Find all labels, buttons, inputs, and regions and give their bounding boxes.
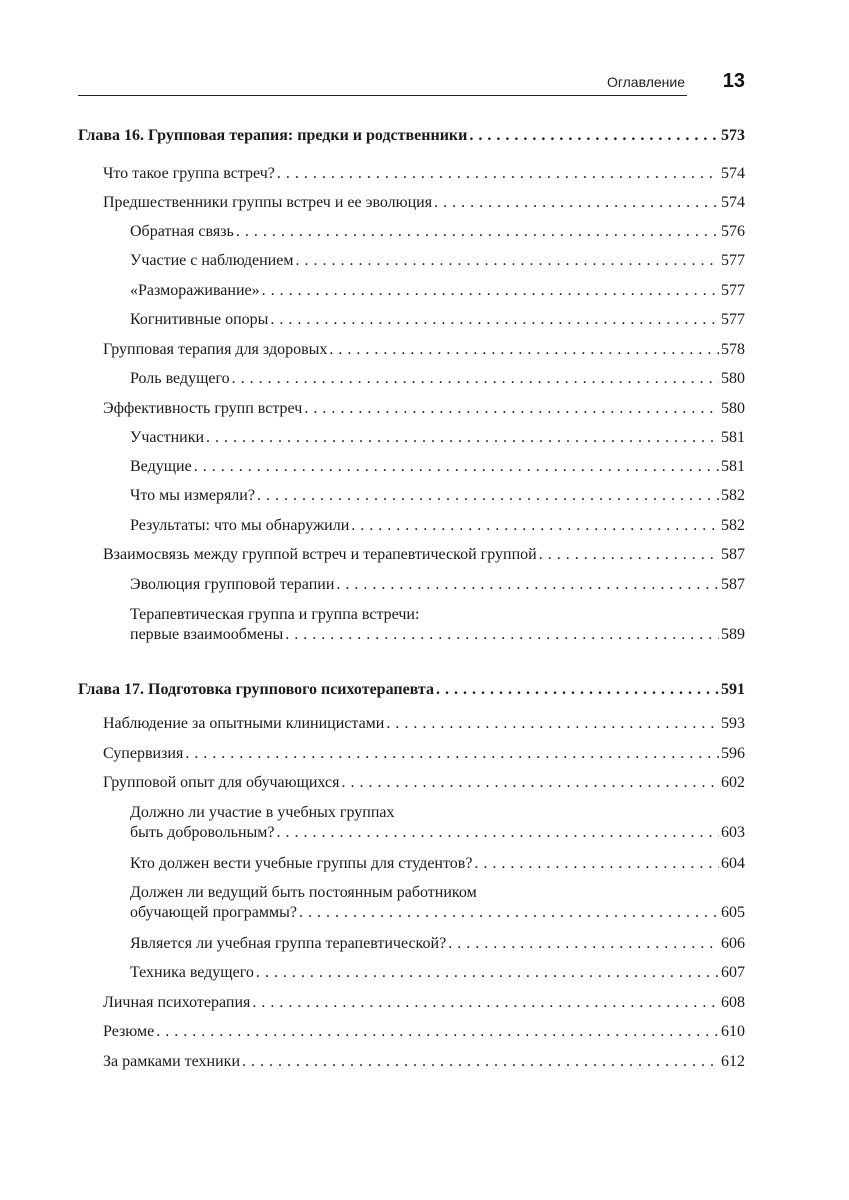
leader-dots [257, 486, 719, 506]
toc-page: 577 [721, 282, 745, 299]
leader-dots [341, 773, 719, 793]
toc-title: «Размораживание» [130, 282, 260, 299]
leader-dots [436, 680, 719, 700]
toc-page: 603 [721, 824, 745, 841]
toc-page: 582 [721, 487, 745, 504]
toc-title: Супервизия [103, 745, 184, 762]
toc-title: первые взаимообмены [130, 626, 284, 643]
toc-page: 593 [721, 715, 745, 732]
toc-page: 582 [721, 517, 745, 534]
toc-page: 610 [721, 1023, 745, 1040]
toc-subentry[interactable] [130, 457, 745, 477]
leader-dots [256, 963, 719, 983]
toc-entry[interactable] [103, 340, 745, 360]
toc-title: Является ли учебная группа терапевтической? [130, 935, 447, 952]
toc-title: Глава 17. Подготовка группового психотерапевта [78, 681, 434, 698]
toc-page: 580 [721, 370, 745, 387]
toc-subentry[interactable] [130, 251, 745, 271]
toc-chapter-17[interactable] [78, 680, 745, 700]
toc-page: 608 [721, 994, 745, 1011]
leader-dots [236, 222, 719, 242]
toc-title: Предшественники группы встреч и ее эволюция [103, 194, 433, 211]
toc-entry[interactable] [103, 714, 745, 734]
toc-title: Что такое группа встреч? [103, 165, 275, 182]
toc-title: Глава 16. Групповая терапия: предки и родственники [78, 127, 468, 144]
toc-title: Что мы измеряли? [130, 487, 255, 504]
toc-entry[interactable] [103, 193, 745, 213]
toc-entry[interactable] [103, 1022, 745, 1042]
leader-dots [386, 714, 719, 734]
toc-page: 604 [721, 855, 745, 872]
running-title: Оглавление [606, 74, 685, 90]
toc-subentry[interactable] [130, 934, 745, 954]
toc-subentry[interactable] [130, 575, 745, 595]
toc-subentry[interactable] [130, 310, 745, 330]
toc-page: 581 [721, 429, 745, 446]
toc-subentry[interactable] [130, 428, 745, 448]
toc-entry[interactable] [103, 993, 745, 1013]
toc-page: 581 [721, 458, 745, 475]
leader-dots [232, 369, 719, 389]
toc-title-first-line: Должно ли участие в учебных группах [130, 804, 395, 821]
leader-dots [194, 457, 719, 477]
toc-page: 576 [721, 223, 745, 240]
toc-title: обучающей программы? [130, 904, 297, 921]
leader-dots [448, 934, 719, 954]
toc-page: 596 [721, 745, 745, 762]
toc-title: Роль ведущего [130, 370, 230, 387]
leader-dots [285, 625, 719, 645]
toc-title: Эффективность групп встреч [103, 400, 303, 417]
toc-page: 602 [721, 774, 745, 791]
leader-dots [329, 340, 719, 360]
toc-entry[interactable] [103, 744, 745, 764]
toc-page: 580 [721, 400, 745, 417]
toc-subentry[interactable] [130, 281, 745, 301]
toc-subentry[interactable] [130, 605, 745, 645]
leader-dots [277, 823, 719, 843]
toc-entry[interactable] [103, 164, 745, 184]
toc-title: Кто должен вести учебные группы для студентов? [130, 855, 473, 872]
toc-page: 574 [721, 194, 745, 211]
toc-title-first-line: Терапевтическая группа и группа встречи: [130, 606, 420, 623]
toc-subentry[interactable] [130, 854, 745, 874]
leader-dots [185, 744, 719, 764]
leader-dots [351, 516, 719, 536]
toc-page: 605 [721, 904, 745, 921]
toc-title: быть добровольным? [130, 824, 275, 841]
leader-dots [336, 575, 719, 595]
toc-page: 612 [721, 1053, 745, 1070]
toc-title: Резюме [103, 1023, 155, 1040]
toc-page: 574 [721, 165, 745, 182]
toc-subentry[interactable] [130, 222, 745, 242]
toc-page: 587 [721, 546, 745, 563]
leader-dots [469, 126, 719, 146]
leader-dots [295, 251, 719, 271]
toc-title: Наблюдение за опытными клиницистами [103, 715, 385, 732]
toc-chapter-16[interactable] [78, 126, 745, 146]
toc-page: 591 [721, 681, 745, 698]
toc-title: Взаимосвязь между группой встреч и терапевтической группой [103, 546, 537, 563]
leader-dots [474, 854, 719, 874]
toc-title: За рамками техники [103, 1053, 241, 1070]
toc-title: Когнитивные опоры [130, 311, 269, 328]
toc-page: 607 [721, 964, 745, 981]
toc-title: Эволюция групповой терапии [130, 576, 335, 593]
toc-page: 577 [721, 311, 745, 328]
toc-page: 578 [721, 341, 745, 358]
toc-entry[interactable] [103, 1052, 745, 1072]
leader-dots [156, 1022, 719, 1042]
toc-title: Техника ведущего [130, 964, 254, 981]
toc-subentry[interactable] [130, 516, 745, 536]
leader-dots [539, 545, 719, 565]
leader-dots [252, 993, 719, 1013]
leader-dots [206, 428, 719, 448]
leader-dots [242, 1052, 719, 1072]
toc-page: 587 [721, 576, 745, 593]
toc-page: 573 [721, 127, 745, 144]
leader-dots [270, 310, 719, 330]
toc-page: 589 [721, 626, 745, 643]
toc-title: Личная психотерапия [103, 994, 251, 1011]
toc-page: 606 [721, 935, 745, 952]
toc-title: Групповая терапия для здоровых [103, 341, 328, 358]
running-header [78, 68, 745, 98]
toc-entry[interactable] [103, 399, 745, 419]
leader-dots [277, 164, 719, 184]
toc-subentry[interactable] [130, 486, 745, 506]
leader-dots [262, 281, 719, 301]
toc-entry[interactable] [103, 545, 745, 565]
toc-title: Результаты: что мы обнаружили [130, 517, 350, 534]
leader-dots [299, 903, 719, 923]
leader-dots [304, 399, 719, 419]
toc-title: Групповой опыт для обучающихся [103, 774, 340, 791]
toc-page: 577 [721, 252, 745, 269]
toc-subentry[interactable] [130, 963, 745, 983]
toc-entry[interactable] [103, 773, 745, 793]
leader-dots [434, 193, 719, 213]
toc-title: Участие с наблюдением [130, 252, 294, 269]
toc-title: Обратная связь [130, 223, 234, 240]
page-number: 13 [722, 70, 745, 92]
toc-title-first-line: Должен ли ведущий быть постоянным работником [130, 884, 477, 901]
toc-subentry[interactable] [130, 803, 745, 843]
toc-title: Ведущие [130, 458, 192, 475]
header-rule [78, 95, 687, 96]
toc-subentry[interactable] [130, 883, 745, 923]
toc-title: Участники [130, 429, 205, 446]
toc-subentry[interactable] [130, 369, 745, 389]
